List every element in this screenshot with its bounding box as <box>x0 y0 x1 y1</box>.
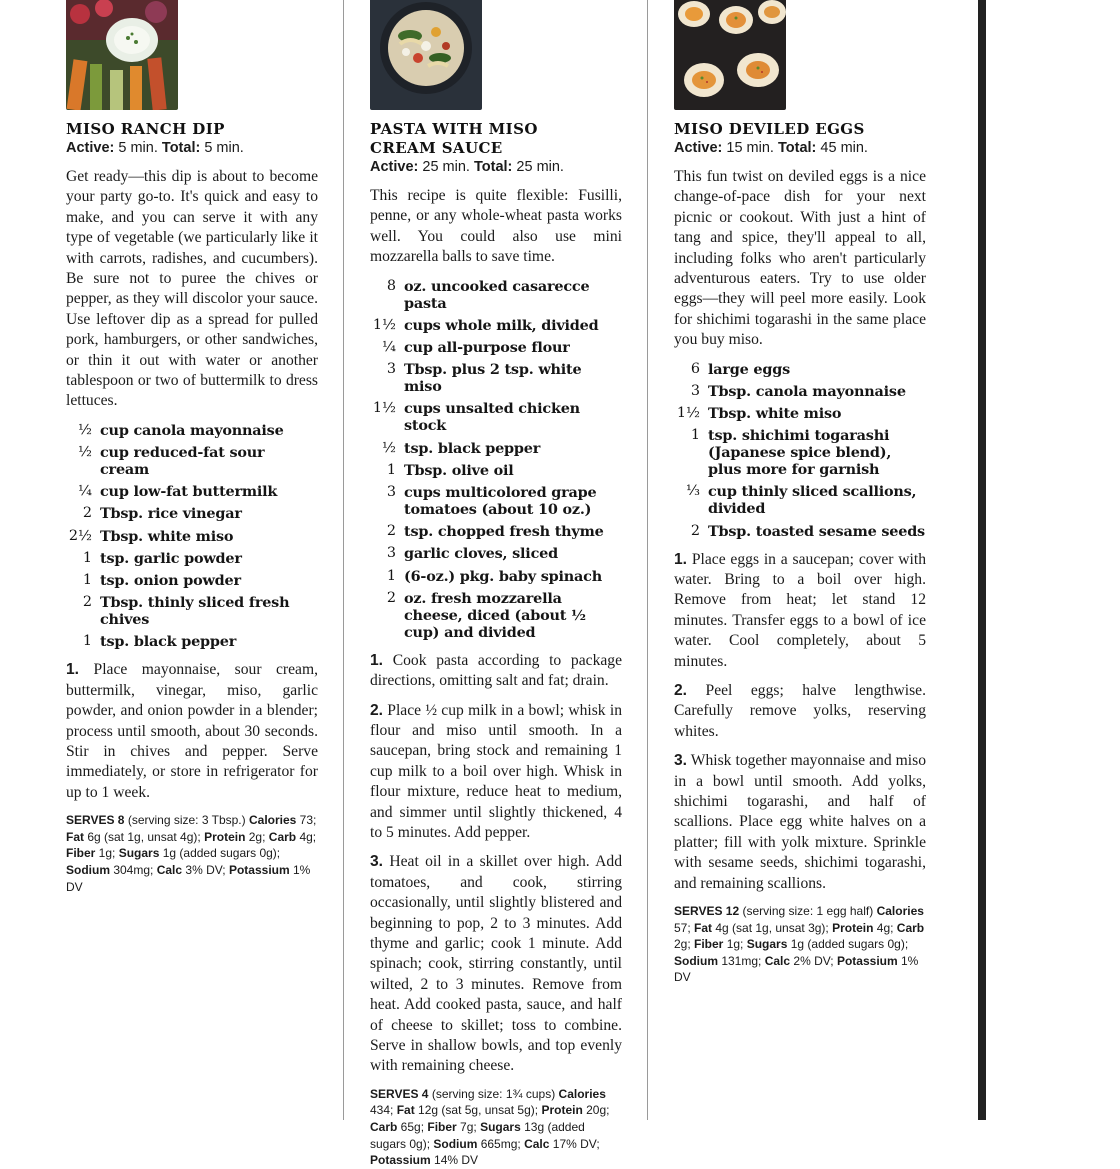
ingredient-item: 3 Tbsp. plus 2 tsp. white miso <box>386 361 582 396</box>
nutrition-info: SERVES 4 (serving size: 1¾ cups) Calories 434; Fat 12g (sat 5g, unsat 5g); Protein 20g; Carb 65g; Fiber 7g; Sugars 13g (added sugars 0g); Sodium 665mg; Calc 17% DV; Potassium 14% DV <box>370 1086 610 1168</box>
ingredient-item: 1 tsp. shichimi togarashi (Japanese spice blend), plus more for garnish <box>690 427 892 479</box>
ingredient-item: 3 Tbsp. canola mayonnaise <box>690 382 906 400</box>
ingredient-list <box>674 361 926 540</box>
column-divider-1 <box>343 0 344 1120</box>
page-edge-bar <box>978 0 986 1120</box>
nutrition-info: SERVES 12 (serving size: 1 egg half) Calories 57; Fat 4g (sat 1g, unsat 3g); Protein 4g; Carb 2g; Fiber 1g; Sugars 1g (added sugars 0g); Sodium 131mg; Calc 2% DV; Potassium 1% DV <box>674 904 925 985</box>
recipe-step: 1. Place mayonnaise, sour cream, buttermilk, vinegar, miso, garlic powder, and onion powder in a blender; process until smooth, about 30 seconds. Stir in chives and pepper. Serve immediately, or store in refrigerator for up to 1 week. <box>66 661 318 801</box>
nutrition-info: SERVES 8 (serving size: 3 Tbsp.) Calories 73; Fat 6g (sat 1g, unsat 4g); Protein 2g; Carb 4g; Fiber 1g; Sugars 1g (added sugars 0g); Sodium 304mg; Calc 3% DV; Potassium 1% DV <box>66 813 317 894</box>
recipe-intro: Get ready—this dip is about to become your party go-to. It's quick and easy to make, and you can serve it with any type of vegetable (we particularly like it with carrots, radishes, and cucumbers). Be sure not to puree the chives or pepper, as they will discolor your sauce. Use leftover dip as a spread for pulled pork, hamburgers, or other sandwiches, or thin it out with water or another tablespoon or two of buttermilk to dress lettuces. <box>66 168 318 410</box>
recipe-title: MISO DEVILED EGGS <box>674 120 865 138</box>
ingredient-item: ½ tsp. black pepper <box>382 439 541 457</box>
ingredient-item: 2 Tbsp. thinly sliced fresh chives <box>82 594 290 629</box>
ingredient-item: ½ cup reduced-fat sour cream <box>78 444 265 479</box>
ingredient-item: 2 oz. fresh mozzarella cheese, diced (about ½ cup) and divided <box>386 589 586 641</box>
ingredient-list <box>66 422 318 651</box>
veggies-dip-photo <box>66 0 178 110</box>
ingredient-item: 1 Tbsp. olive oil <box>386 461 514 479</box>
ingredient-item: 2 Tbsp. toasted sesame seeds <box>690 522 925 540</box>
ingredient-item: ⅓ cup thinly sliced scallions, divided <box>686 483 917 518</box>
recipe-steps <box>66 660 318 803</box>
deviled-eggs-photo <box>674 0 786 110</box>
recipe-intro: This recipe is quite flexible: Fusilli, penne, or any whole-wheat pasta works well. You could also use mini mozzarella balls to save time. <box>370 187 622 266</box>
recipe-step: 1. Place eggs in a saucepan; cover with water. Bring to a boil over high. Remove from heat; let stand 12 minutes. Transfer eggs to a bowl of ice water. Cool completely, about 5 minutes. <box>674 550 926 670</box>
ingredient-item: 1 tsp. black pepper <box>82 633 237 651</box>
ingredient-item: 2 Tbsp. rice vinegar <box>82 505 242 523</box>
recipe-step: 3. Whisk together mayonnaise and miso in a bowl until smooth. Add yolks, shichimi togarashi, and half of scallions. Place egg white halves on a platter; fill with yolk mixture. Sprinkle with sesame seeds, shichimi togarashi, and remaining scallions. <box>674 752 926 892</box>
ingredient-item: ¼ cup low-fat buttermilk <box>78 483 278 501</box>
recipe-step: 2. Place ½ cup milk in a bowl; whisk in flour and miso until smooth. In a saucepan, bring stock and remaining 1 cup milk to a boil over high. Whisk in flour mixture, reduce heat to medium, and simmer until slightly thickened, 4 to 5 minutes. Add pepper. <box>370 701 622 841</box>
recipe-miso-deviled-eggs <box>674 0 926 986</box>
ingredient-item: 1 tsp. onion powder <box>82 572 241 589</box>
ingredient-item: 3 garlic cloves, sliced <box>386 545 558 563</box>
ingredient-item: ½ cup canola mayonnaise <box>78 421 284 439</box>
ingredient-item: 2 tsp. chopped fresh thyme <box>386 523 604 541</box>
ingredient-item: 1 tsp. garlic powder <box>82 549 242 567</box>
recipe-title: PASTA WITH MISO CREAM SAUCE <box>370 120 538 157</box>
ingredient-item: 1 (6-oz.) pkg. baby spinach <box>386 567 602 585</box>
recipe-steps <box>370 651 622 1077</box>
ingredient-item: 6 large eggs <box>690 360 790 378</box>
column-divider-2 <box>647 0 648 1120</box>
recipe-step: 1. Cook pasta according to package directions, omitting salt and fat; drain. <box>370 651 623 690</box>
ingredient-item: 1½ Tbsp. white miso <box>676 405 842 423</box>
recipe-step: 3. Heat oil in a skillet over high. Add tomatoes, and cook, stirring occasionally, until slightly blistered and beginning to pop, 2 to 3 minutes. Add thyme and garlic; cook 1 minute. Add spinach; cook, stirring constantly, until wilted, 2 to 3 minutes. Remove from heat. Add cooked pasta, sauce, and half of cheese to skillet; toss to combine. Serve in shallow bowls, and top evenly with remaining cheese. <box>370 853 622 1075</box>
recipe-miso-ranch-dip <box>66 0 318 895</box>
recipe-pasta-miso-cream <box>370 0 622 1169</box>
pasta-bowl-photo <box>370 0 482 110</box>
recipe-time: Active: 15 min. Total: 45 min. <box>674 140 868 156</box>
ingredient-item: 1½ cups whole milk, divided <box>372 316 599 334</box>
ingredient-list <box>370 278 622 641</box>
ingredient-item: ¼ cup all-purpose flour <box>382 339 570 356</box>
recipe-steps <box>674 550 926 895</box>
recipe-step: 2. Peel eggs; halve lengthwise. Carefully remove yolks, reserving whites. <box>674 682 926 740</box>
ingredient-item: 3 cups multicolored grape tomatoes (about 10 oz.) <box>386 483 597 518</box>
ingredient-item: 1½ cups unsalted chicken stock <box>372 400 580 435</box>
ingredient-item: 2½ Tbsp. white miso <box>68 527 234 545</box>
recipe-title: MISO RANCH DIP <box>66 120 225 138</box>
recipe-intro: This fun twist on deviled eggs is a nice change-of-pace dish for your next picnic or cookout. With just a hint of tang and spice, they'll appeal to all, including folks who aren't particularly adventurous eaters. Try to use older eggs—they will peel more easily. Look for shichimi togarashi in the same place you buy miso. <box>674 168 926 349</box>
recipe-time: Active: 25 min. Total: 25 min. <box>370 159 564 175</box>
recipe-time: Active: 5 min. Total: 5 min. <box>66 140 244 156</box>
ingredient-item: 8 oz. uncooked casarecce pasta <box>386 277 590 312</box>
